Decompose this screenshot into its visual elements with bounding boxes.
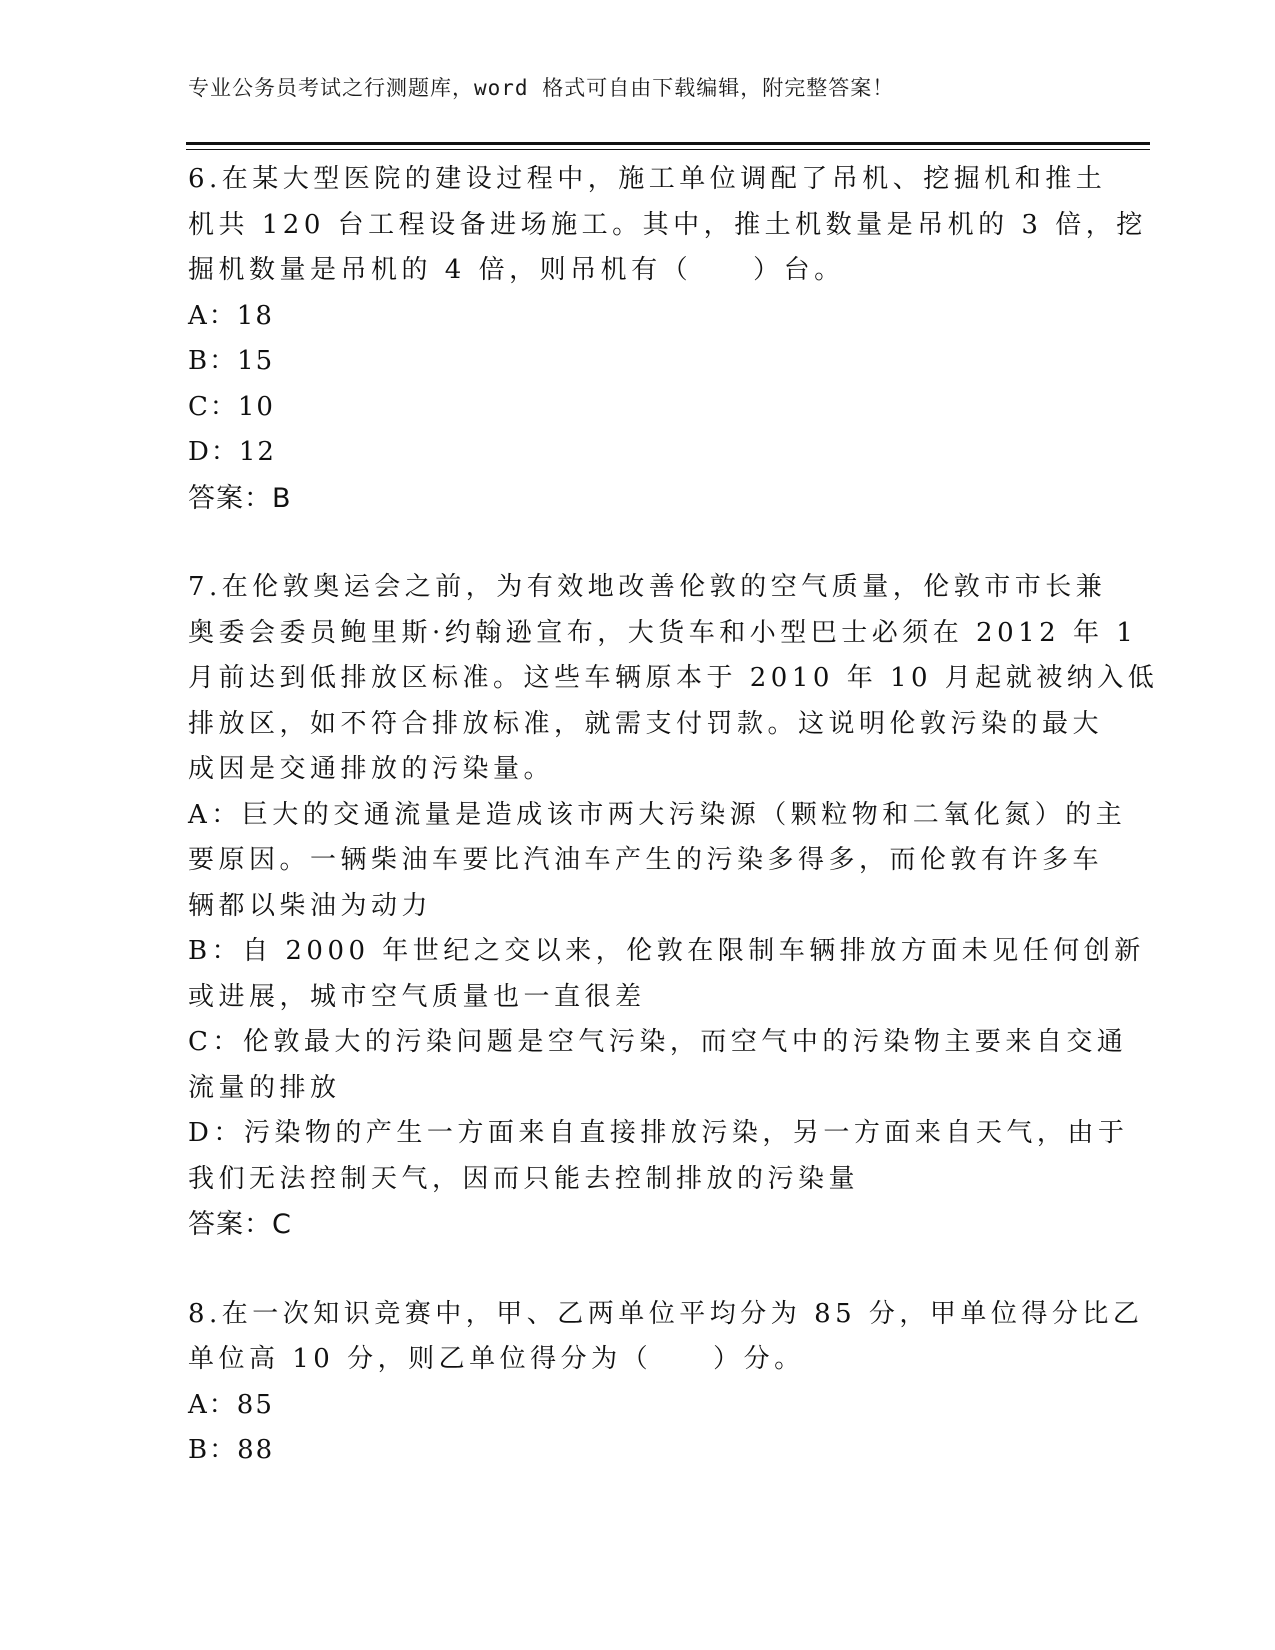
question-8 (188, 1292, 1144, 1474)
question-text-line: 机共 120 台工程设备进场施工。其中，推土机数量是吊机的 3 倍，挖 (188, 209, 1147, 240)
option-b: B：88 (188, 1435, 275, 1465)
page-header: 专业公务员考试之行测题库，word 格式可自由下载编辑，附完整答案！ (188, 76, 895, 100)
option-a: A：18 (188, 300, 274, 331)
header-rule-thin (186, 149, 1150, 150)
question-list (188, 157, 1159, 1474)
question-text-line: 6.在某大型医院的建设过程中，施工单位调配了吊机、挖掘机和推土 (188, 164, 1107, 194)
option-a: A：85 (188, 1389, 274, 1420)
question-6 (188, 157, 1147, 521)
question-text-line: 7.在伦敦奥运会之前，为有效地改善伦敦的空气质量，伦敦市市长兼 (188, 572, 1107, 602)
question-text-line: 奥委会委员鲍里斯·约翰逊宣布，大货车和小型巴士必须在 2012 年 1 (188, 617, 1138, 648)
answer-label: 答案：C (188, 1209, 292, 1240)
option-b: B：自 2000 年世纪之交以来，伦敦在限制车辆排放方面未见任何创新 (188, 936, 1145, 966)
option-a-continued: 辆都以柴油为动力 (188, 890, 433, 921)
option-b: B：15 (188, 346, 275, 376)
question-text-line: 成因是交通排放的污染量。 (188, 754, 555, 784)
question-text-line: 排放区，如不符合排放标准，就需支付罚款。这说明伦敦污染的最大 (188, 708, 1104, 739)
option-d-continued: 我们无法控制天气，因而只能去控制排放的污染量 (188, 1163, 860, 1194)
option-c: C：10 (188, 391, 275, 422)
answer-label: 答案：B (188, 482, 292, 514)
option-d: D：污染物的产生一方面来自直接排放污染，另一方面来自天气，由于 (188, 1118, 1129, 1148)
question-text-line: 单位高 10 分，则乙单位得分为（ ）分。 (188, 1344, 805, 1374)
option-a: A：巨大的交通流量是造成该市两大污染源（颗粒物和二氧化氮）的主 (188, 799, 1127, 830)
option-c: C：伦敦最大的污染问题是空气污染，而空气中的污染物主要来自交通 (188, 1027, 1128, 1057)
option-b-continued: 或进展，城市空气质量也一直很差 (188, 981, 646, 1012)
question-spacer (188, 1248, 1068, 1292)
header-rule-thick (186, 142, 1150, 145)
option-c-continued: 流量的排放 (188, 1072, 341, 1103)
option-d: D：12 (188, 437, 276, 467)
question-text-line: 月前达到低排放区标准。这些车辆原本于 2010 年 10 月起就被纳入低 (188, 663, 1159, 693)
question-text-line: 掘机数量是吊机的 4 倍，则吊机有（ ）台。 (188, 255, 845, 285)
question-spacer (188, 521, 1068, 565)
option-a-continued: 要原因。一辆柴油车要比汽油车产生的污染多得多，而伦敦有许多车 (188, 845, 1104, 875)
question-text-line: 8.在一次知识竞赛中，甲、乙两单位平均分为 85 分，甲单位得分比乙 (188, 1298, 1144, 1329)
question-7 (188, 565, 1159, 1248)
